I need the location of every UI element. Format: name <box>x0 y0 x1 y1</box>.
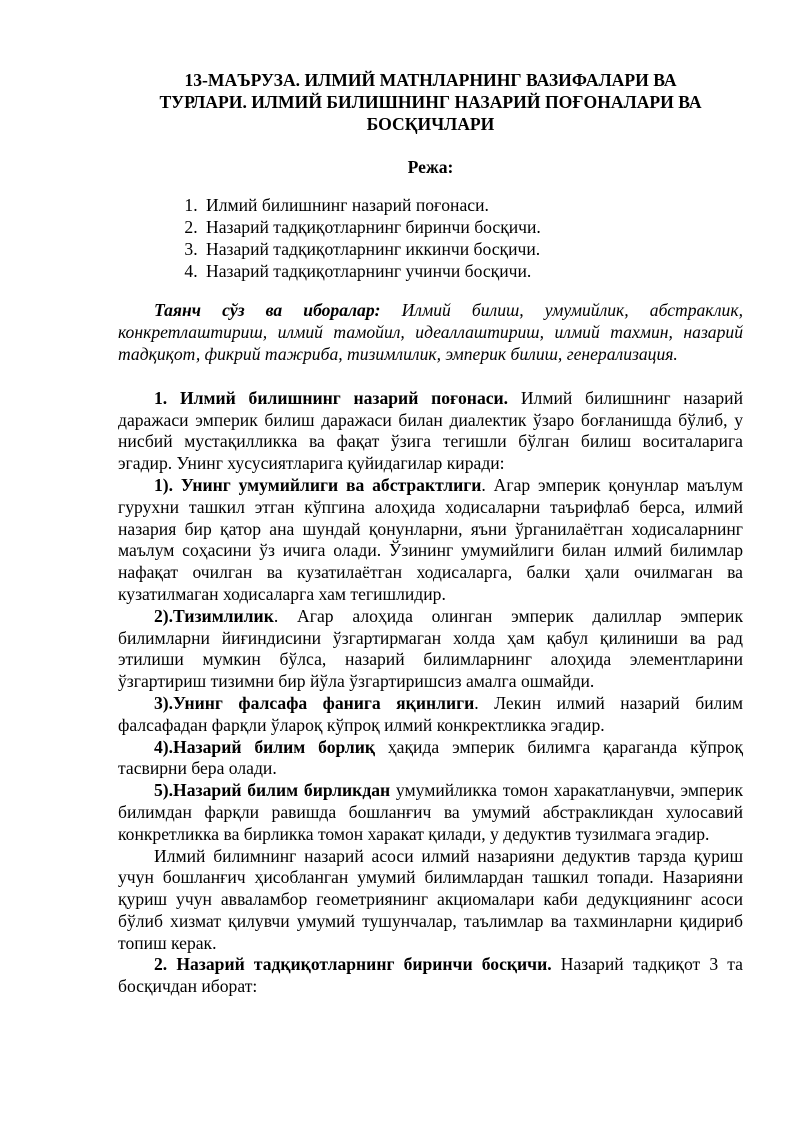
paragraph-heading: 3).Унинг фалсафа фанига яқинлиги <box>154 692 475 713</box>
paragraph-text: ҳақида эмперик билимга қараганда кўпроқ тасвирни бера олади. <box>118 736 743 779</box>
plan-heading: Режа: <box>407 157 454 178</box>
paragraph-heading: 1). Унинг умумийлиги ва абстрактлиги <box>154 474 482 495</box>
body-paragraph <box>118 693 743 737</box>
paragraph-heading: 1. Илмий билишнинг назарий поғонаси. <box>154 387 509 408</box>
paragraph-heading: 5).Назарий билим бирликдан <box>154 780 391 801</box>
body-paragraph <box>118 954 743 998</box>
body-paragraph <box>118 388 743 475</box>
page-title: 13-МАЪРУЗА. ИЛМИЙ МАТНЛАРНИНГ ВАЗИФАЛАРИ ВА ТУРЛАРИ. ИЛМИЙ БИЛИШНИНГ НАЗАРИЙ ПОҒОНАЛАРИ ВА БОСҚИЧЛАРИ <box>159 70 702 134</box>
paragraph-text: . Лекин илмий назарий билим фалсафадан фарқли ўлароқ кўпроқ илмий конкректликка эгадир. <box>118 692 743 735</box>
paragraph-text: умумийликка томон харакатланувчи, эмперик билимдан фарқли равишда бошланғич ва умумий абстракликдан хулосавий конкретликка ва бирликка томон харакат қилади, у дедуктив тузилмага эгадир. <box>118 780 743 844</box>
keywords-paragraph <box>118 300 743 365</box>
paragraph-text: . Агар алоҳида олинган эмперик далиллар эмперик билимларни йиғиндисини ўзгартирмаган холда ҳам қабул қилиниши ва рад этилиши мумкин бўлса, назарий билимларнинг алоҳида элементларини ўзгартириш тизимни бир йўла ўзгартиришсиз амалга ошмайди. <box>118 605 743 692</box>
paragraph-heading: 4).Назарий билим борлиқ <box>154 736 375 757</box>
body-paragraph <box>118 737 743 781</box>
body-paragraph <box>118 780 743 845</box>
plan-list <box>118 195 743 282</box>
paragraph-heading: 2. Назарий тадқиқотларнинг биринчи босқичи. <box>154 954 552 975</box>
paragraph-text: Илмий билимнинг назарий асоси илмий назарияни дедуктив тарзда қуриш учун бошланғич ҳисобланган умумий билимлардан ташкил топади. Назарияни қуриш учун авваламбор геометриянинг акциомалари каби дедукциянинг асоси бўлиб хизмат қилувчи умумий тушунчалар, таълимлар ва тахминларни қидириб топиш керак. <box>118 845 743 953</box>
body-paragraph <box>118 606 743 693</box>
body-paragraph <box>118 846 743 955</box>
plan-item: 4. Назарий тадқиқотларнинг учинчи босқичи. <box>202 261 743 283</box>
paragraph-text: Назарий тадқиқот 3 та босқичдан иборат: <box>118 954 743 997</box>
plan-item: 3. Назарий тадқиқотларнинг иккинчи босқичи. <box>202 239 743 261</box>
keywords-label: Таянч сўз ва иборалар: <box>154 300 381 321</box>
paragraph-heading: 2).Тизимлилик <box>154 605 274 626</box>
keywords-text: Илмий билиш, умумийлик, абстраклик, конкретлаштириш, илмий тамойил, идеаллаштириш, илмий тахмин, назарий тадқиқот, фикрий тажриба, тизимлилик, эмперик билиш, генерализация. <box>118 300 743 364</box>
plan-item: 2. Назарий тадқиқотларнинг биринчи босқичи. <box>202 217 743 239</box>
paragraph-text: Илмий билишнинг назарий даражаси эмперик билиш даражаси билан диалектик ўзаро боғланишда бўлиб, у нисбий мустақилликка ва фақат ўзига тегишли бўлган билиш воситаларига эгадир. Унинг хусусиятларига қуйидагилар киради: <box>118 387 743 474</box>
paragraph-text: . Агар эмперик қонунлар маълум гурухни ташкил этган кўпгина алоҳида ходисаларни таърифлаб берса, илмий назария бир қатор ана шундай қонунларни, яъни ўрганилаётган ходисаларнинг маълум соҳасини ўз ичига олади. Ўзининг умумийлиги билан илмий билимлар нафақат очилган ва кузатилаётган ходисаларга, балки ҳали очилмаган ва кузатилмаган ходисаларга хам тегишлидир. <box>118 474 743 604</box>
document-page <box>118 70 743 998</box>
plan-item: 1. Илмий билишнинг назарий поғонаси. <box>202 195 743 217</box>
body-paragraph <box>118 475 743 606</box>
